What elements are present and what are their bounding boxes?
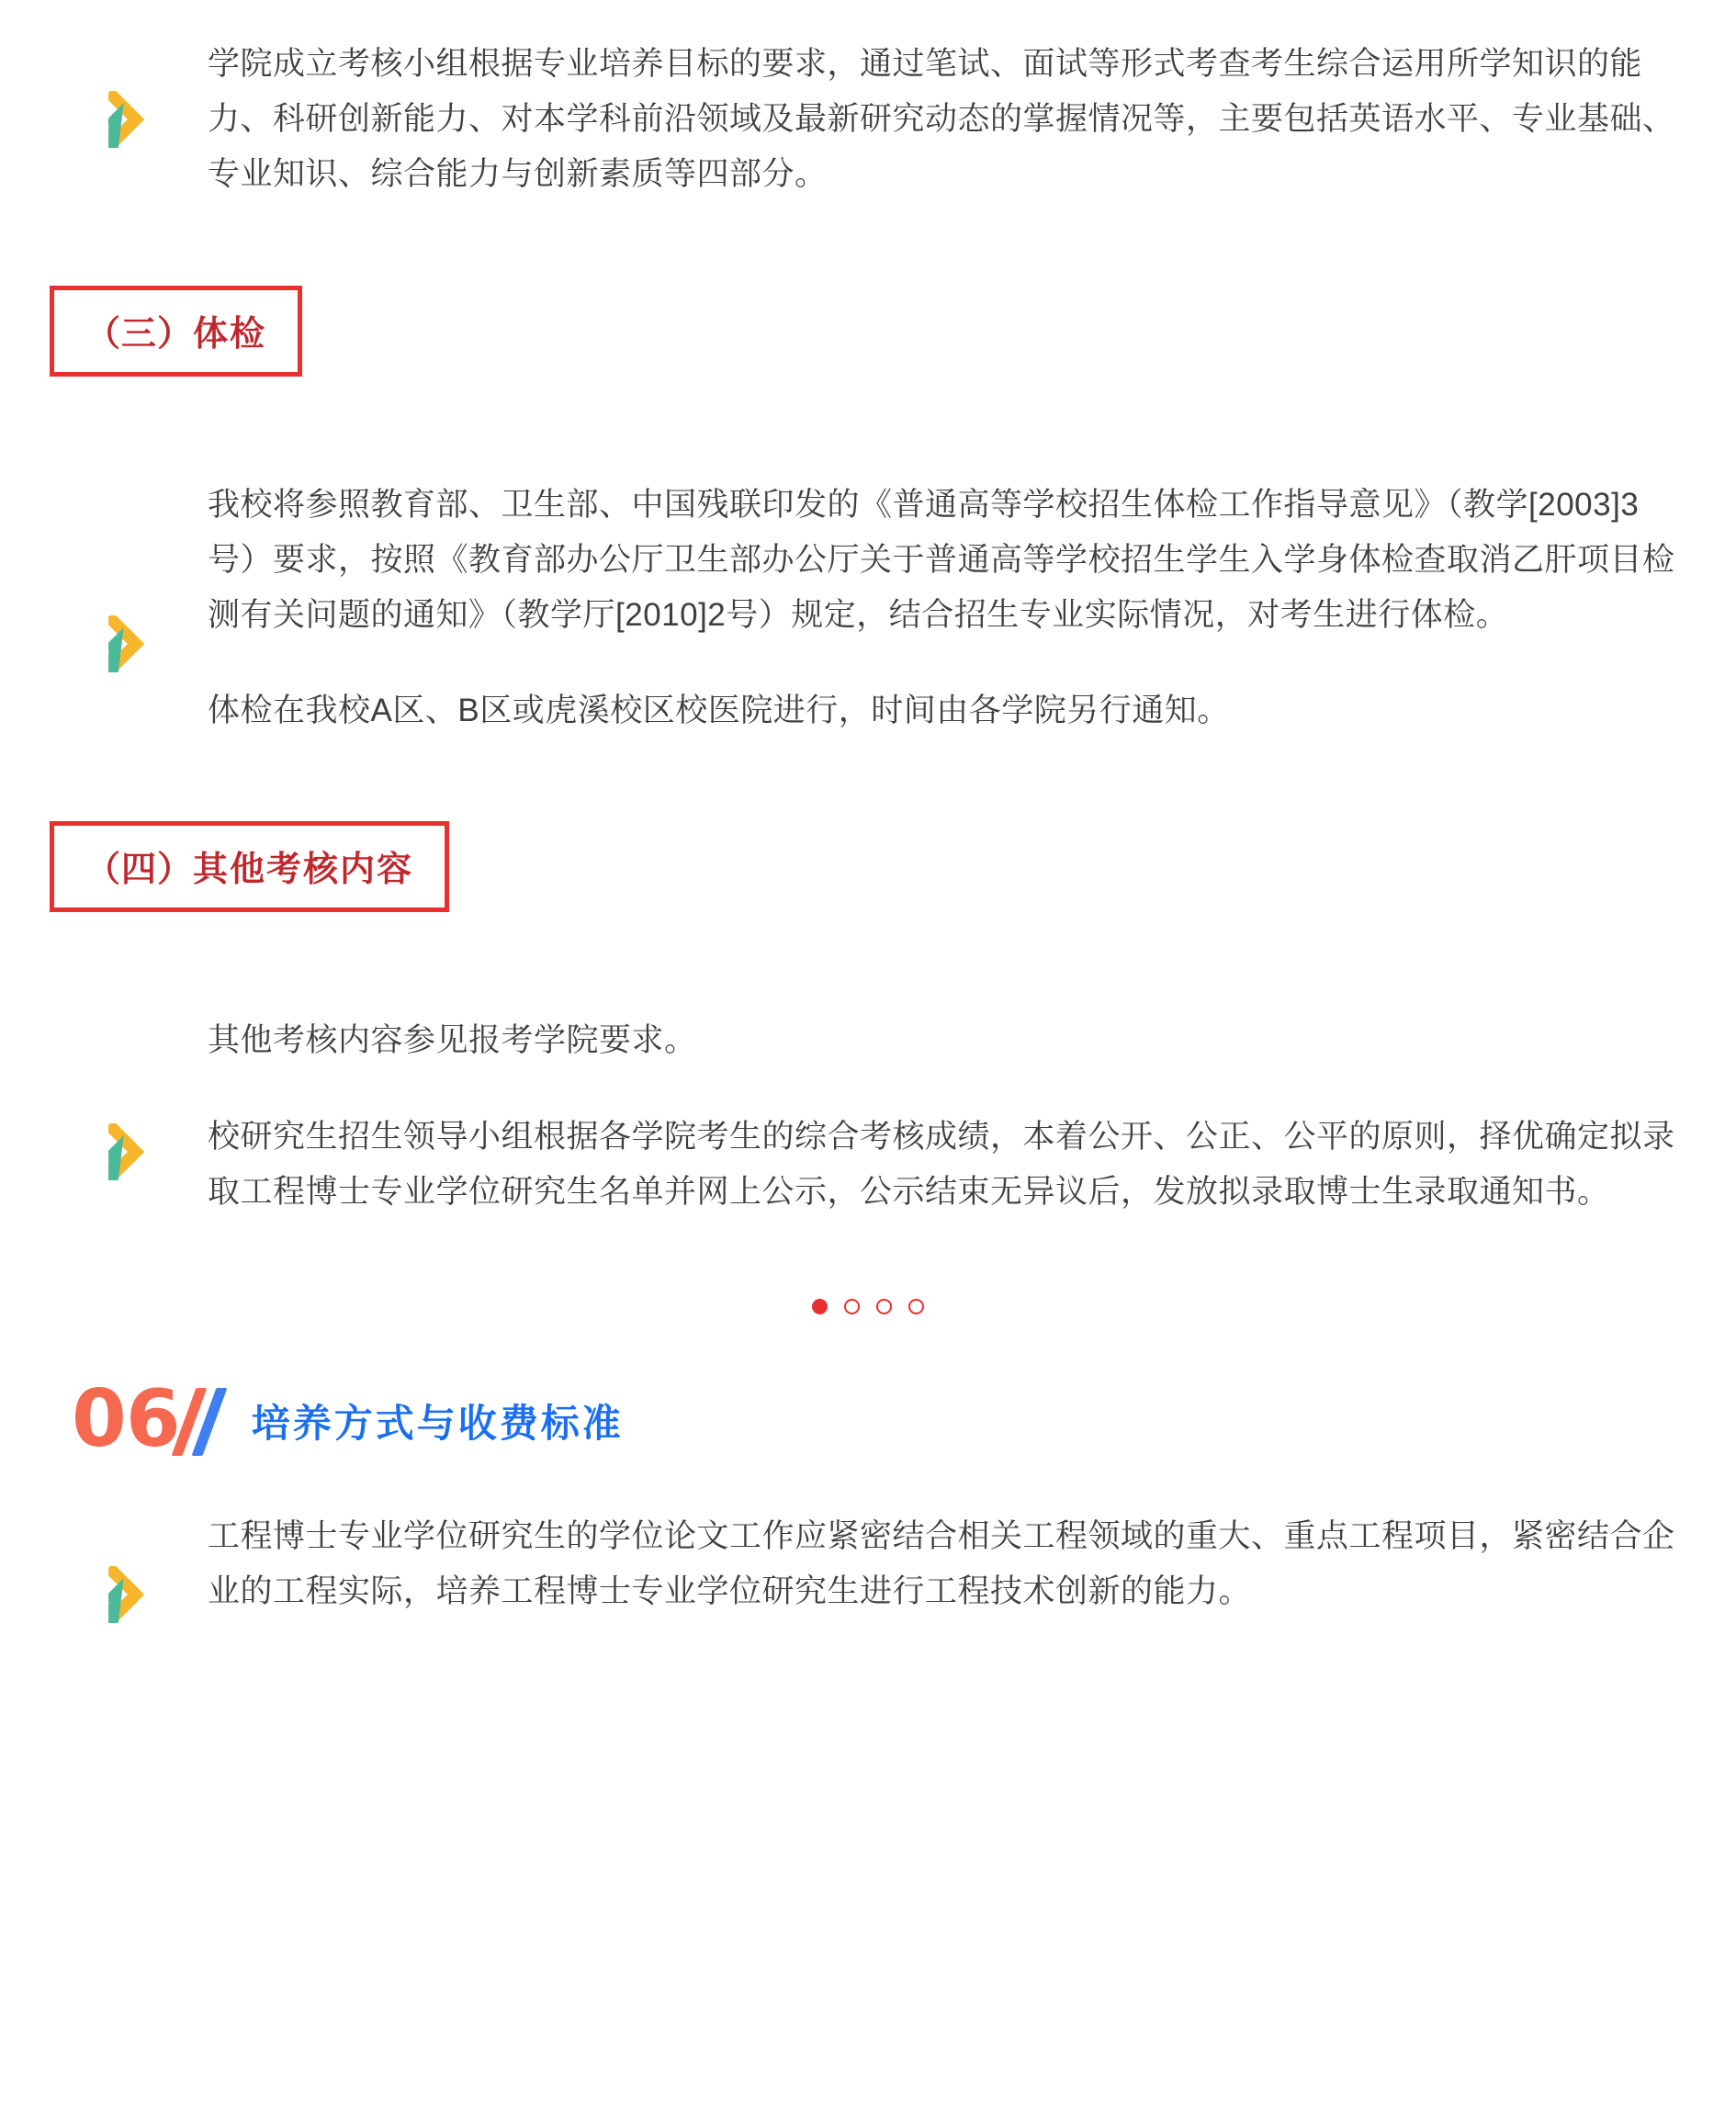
heading-physical-exam xyxy=(50,286,302,377)
heading-number: （三） xyxy=(85,314,194,354)
other-assessment-paragraph-text xyxy=(208,1013,1677,1220)
spacer xyxy=(0,0,1736,37)
section-06-heading xyxy=(0,1372,1736,1465)
heading-title: 其他考核内容 xyxy=(193,851,414,890)
spacer xyxy=(0,377,1736,478)
paragraph-line: 体检在我校A区、B区或虎溪校区校医院进行，时间由各学院另行通知。 xyxy=(208,693,1230,729)
section-title: 培养方式与收费标准 xyxy=(251,1401,624,1445)
physical-exam-paragraph-text xyxy=(208,478,1677,739)
carousel-dot-4[interactable] xyxy=(908,1299,924,1314)
spacer xyxy=(0,203,1736,286)
section-slash-decoration xyxy=(182,1386,230,1456)
chevron-right-icon xyxy=(108,91,147,148)
heading-number: （四） xyxy=(85,851,194,890)
spacer xyxy=(0,738,1736,821)
paragraph-line: 校研究生招生领导小组根据各学院考生的综合考核成绩，本着公开、公正、公平的原则，择优确定拟录取工程博士专业学位研究生名单并网上公示，公示结束无异议后，发放拟录取博士生录取通知书。 xyxy=(208,1118,1675,1210)
other-assessment-paragraph-block xyxy=(0,1013,1736,1220)
paragraph-line: 学院成立考核小组根据专业培养目标的要求，通过笔试、面试等形式考查考生综合运用所学知识的能力、科研创新能力、对本学科前沿领域及最新研究动态的掌握情况等，主要包括英语水平、专业基础、专业知识、综合能力与创新素质等四部分。 xyxy=(208,46,1675,193)
paragraph-line: 工程博士专业学位研究生的学位论文工作应紧密结合相关工程领域的重大、重点工程项目，紧密结合企业的工程实际，培养工程博士专业学位研究生进行工程技术创新的能力。 xyxy=(208,1517,1675,1609)
physical-exam-paragraph-block xyxy=(0,478,1736,739)
section-number: 06 xyxy=(72,1372,180,1465)
chevron-right-icon xyxy=(108,1566,147,1623)
spacer xyxy=(0,1458,1736,1509)
chevron-right-icon xyxy=(108,1123,147,1180)
paragraph-line: 其他考核内容参见报考学院要求。 xyxy=(208,1022,697,1059)
heading-title: 体检 xyxy=(193,314,267,354)
assessment-group-paragraph-text xyxy=(208,37,1677,203)
section-06-paragraph-block xyxy=(0,1509,1736,1619)
spacer xyxy=(0,912,1736,1013)
carousel-dot-3[interactable] xyxy=(876,1299,892,1314)
assessment-group-paragraph-block xyxy=(0,37,1736,203)
paragraph-line: 我校将参照教育部、卫生部、中国残联印发的《普通高等学校招生体检工作指导意见》（教学[2003]3号）要求，按照《教育部办公厅卫生部办公厅关于普通高等学校招生学生入学身体检查取消乙肝项目检测有关问题的通知》（教学厅[2010]2号）规定，结合招生专业实际情况，对考生进行体检。 xyxy=(208,486,1675,633)
carousel-dot-1[interactable] xyxy=(812,1299,828,1314)
heading-other-assessment xyxy=(50,821,449,912)
section-06-paragraph-text xyxy=(208,1509,1677,1619)
carousel-dot-2[interactable] xyxy=(844,1299,860,1314)
carousel-dots[interactable] xyxy=(0,1299,1736,1314)
chevron-right-icon xyxy=(108,615,147,672)
